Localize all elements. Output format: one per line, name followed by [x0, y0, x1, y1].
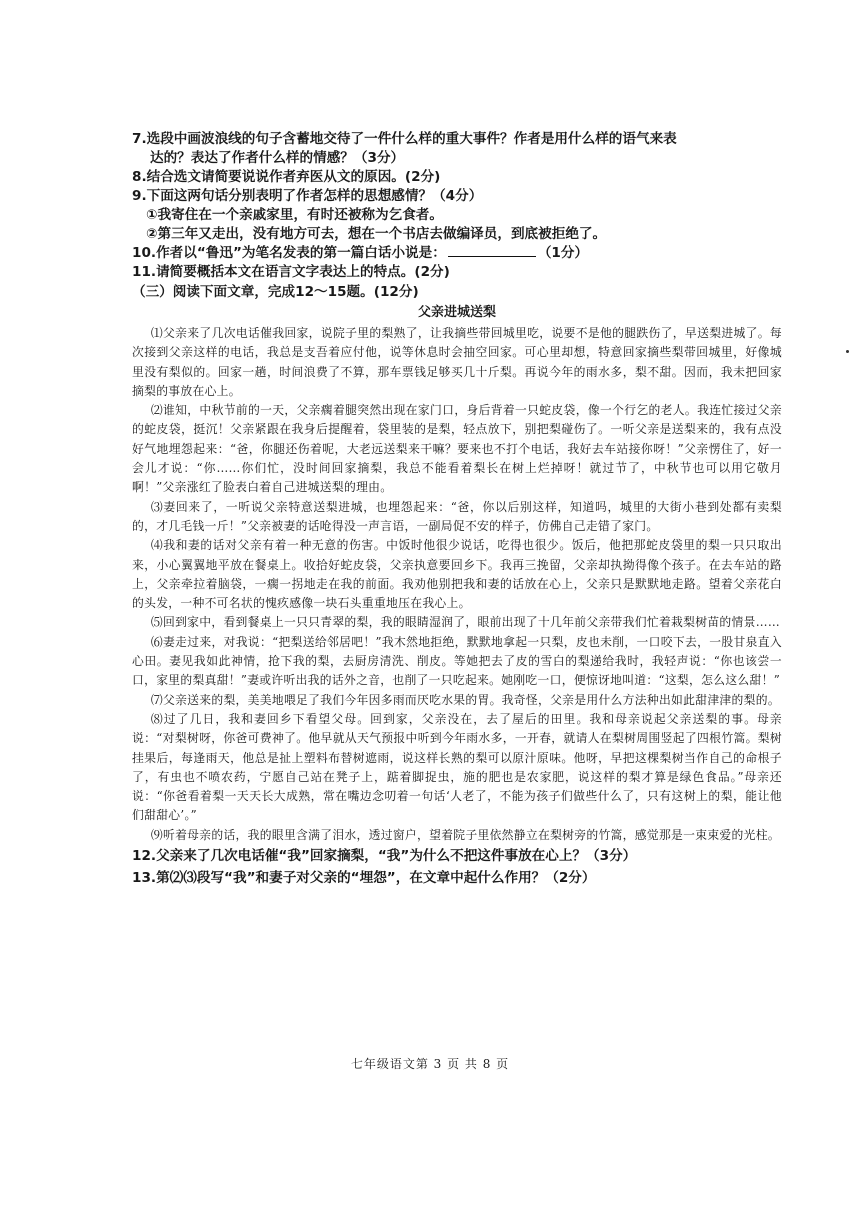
question-7-line-1: 7.选段中画波浪线的句子含蓄地交待了一件什么样的重大事件？作者是用什么样的语气来表	[132, 131, 677, 147]
question-9: 9.下面这两句话分别表明了作者怎样的思想感情？（4分）	[132, 188, 483, 204]
article-paragraph-7: ⑺父亲送来的梨，美美地喂足了我们今年因多雨而厌吃水果的胃。我奇怪，父亲是用什么方法种出如此甜津津的梨的。	[150, 692, 780, 707]
question-10	[132, 244, 782, 263]
question-7-line-2: 达的？表达了作者什么样的情感？（3分）	[150, 150, 405, 166]
article-paragraph-6: ⑹妻走过来，对我说：“把梨送给邻居吧！”我木然地拒绝，默默地拿起一只梨，皮也未削，一口咬下去，一股甘泉直入心田。妻见我如此神情，抢下我的梨，去厨房清洗、削皮。等她把去了皮的雪白的梨递给我时，我轻声说：“你也该尝一口，家里的梨真甜！”妻或许听出我的话外之音，也削了一只吃起来。她刚吃一口，便惊讶地叫道：“这梨，怎么这么甜！”	[132, 634, 782, 688]
page-footer: 七年级语文第 3 页 共 8 页	[350, 1057, 510, 1071]
question-12: 12.父亲来了几次电话催“我”回家摘梨，“我”为什么不把这件事放在心上？（3分）	[132, 848, 637, 865]
article-paragraph-3: ⑶妻回来了，一听说父亲特意送梨进城，也埋怨起来：“爸，你以后别这样，知道吗，城里的大街小巷到处都有卖梨的，才几毛钱一斤！”父亲被妻的话呛得没一声言语，一副局促不安的样子，仿佛自己走错了家门。	[132, 499, 782, 533]
scan-speck	[846, 350, 849, 353]
article-paragraph-4: ⑷我和妻的话对父亲有着一种无意的伤害。中饭时他很少说话，吃得也很少。饭后，他把那蛇皮袋里的梨一只只取出来，小心翼翼地平放在餐桌上。收拾好蛇皮袋，父亲执意要回乡下。我再三挽留，父亲却执拗得像个孩子。在去车站的路上，父亲牵拉着脑袋，一瘸一拐地走在我的前面。我劝他别把我和妻的话放在心上，父亲只是默默地走路。望着父亲花白的头发，一种不可名状的愧疚感像一块石头重重地压在我心上。	[132, 538, 782, 611]
question-9-item-1: ①我寄住在一个亲戚家里，有时还被称为乞食者。	[146, 207, 443, 223]
question-8: 8.结合选文请简要说说作者弃医从文的原因。(2分)	[132, 169, 441, 185]
exam-page	[132, 130, 782, 889]
article-title: 父亲进城送梨	[417, 305, 496, 320]
article-paragraph-9: ⑼听着母亲的话，我的眼里含满了泪水，透过窗户，望着院子里依然静立在梨树旁的竹篙，感觉那是一束束爱的光柱。	[150, 827, 780, 842]
question-13: 13.第⑵⑶段写“我”和妻子对父亲的“埋怨”，在文章中起什么作用？（2分）	[132, 870, 596, 887]
section-three-heading: （三）阅读下面文章，完成12～15题。(12分)	[132, 284, 419, 300]
article-paragraph-5: ⑸回到家中，看到餐桌上一只只青翠的梨，我的眼睛湿润了，眼前出现了十几年前父亲带我们忙着栽梨树苗的情景……	[150, 615, 780, 630]
answer-blank[interactable]	[448, 244, 536, 257]
article-paragraph-8: ⑻过了几日，我和妻回乡下看望父母。回到家，父亲没在，去了屋后的田里。我和母亲说起父亲送梨的事。母亲说：“对梨树呀，你爸可费神了。他早就从天气预报中听到今年雨水多，一开春，就请人在梨树周围竖起了四根竹篙。梨树挂果后，每逢雨天，他总是扯上塑料布替树遮雨，说这样长熟的梨可以原汁原味。他呀，早把这棵梨树当作自己的命根子了，有虫也不喷农药，宁愿自己站在凳子上，踮着脚捉虫，施的肥也是农家肥，说这样的梨才算是绿色食品。”母亲还说：“你爸看着梨一天天长大成熟，常在嘴边念叨着一句话‘人老了，不能为孩子们做些什么了，只有这树上的梨，能让他们甜甜心’。”	[132, 711, 782, 823]
question-11: 11.请简要概括本文在语言文字表达上的特点。(2分)	[132, 264, 450, 280]
article-paragraph-1: ⑴父亲来了几次电话催我回家，说院子里的梨熟了，让我摘些带回城里吃，说要不是他的腿跌伤了，早送梨进城了。每次接到父亲这样的电话，我总是支吾着应付他，说等休息时会抽空回家。可心里却想，特意回家摘些梨带回城里，好像城里没有梨似的。回家一趟，时间浪费了不算，那车票钱足够买几十斤梨。再说今年的雨水多，梨不甜。因而，我未把回家摘梨的事放在心上。	[132, 326, 782, 398]
article-paragraph-2: ⑵谁知，中秋节前的一天，父亲瘸着腿突然出现在家门口，身后背着一只蛇皮袋，像一个行乞的老人。我连忙接过父亲的蛇皮袋，挺沉！父亲紧跟在我身后提醒着，袋里装的是梨，轻点放下，别把梨碰伤了。一听父亲是送梨来的，我有点没好气地埋怨起来：“爸，你腿还伤着呢，大老远送梨来干嘛？要来也不打个电话，我好去车站接你呀！”父亲愣住了，好一会儿才说：“你……你们忙，没时间回家摘梨，我总不能看着梨长在树上烂掉呀！就过节了，中秋节也可以用它敬月啊！”父亲涨红了脸表白着自己进城送梨的理由。	[132, 403, 782, 495]
question-9-item-2: ②第三年又走出，没有地方可去，想在一个书店去做编译员，到底被拒绝了。	[146, 226, 607, 242]
question-10-score: （1分）	[537, 245, 589, 261]
question-10-text: 10.作者以“鲁迅”为笔名发表的第一篇白话小说是：	[132, 245, 446, 261]
